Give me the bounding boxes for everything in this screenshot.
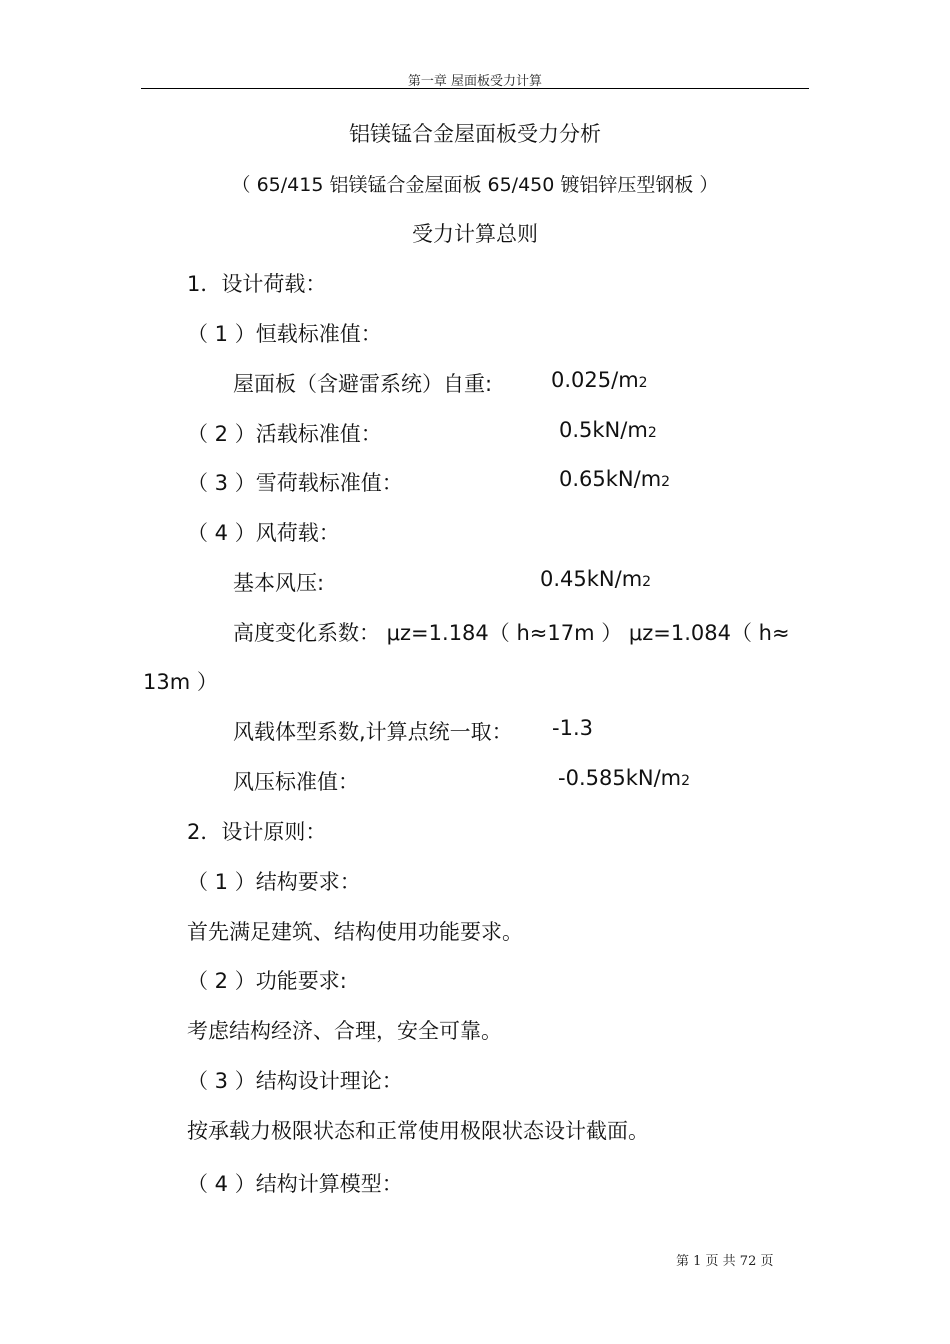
live-load-value: 0.5kN/m2 <box>559 418 657 442</box>
principle-text: 首先满足建筑、结构使用功能要求。 <box>187 920 523 944</box>
dead-load-value: 0.025/m2 <box>551 368 648 392</box>
principle-label: （ 1 ）结构要求： <box>187 870 361 894</box>
design-principles-heading: 2．设计原则： <box>187 820 327 844</box>
principle-text: 按承载力极限状态和正常使用极限状态设计截面。 <box>187 1119 649 1143</box>
running-header: 第一章 屋面板受力计算 <box>407 74 543 89</box>
unit-subscript: 2 <box>661 474 671 490</box>
height-coefficient-line: 高度变化系数： μz=1.184（ h≈17m ） μz=1.084（ h≈ <box>233 621 790 645</box>
dead-load-label: （ 1 ）恒载标准值： <box>187 322 382 346</box>
unit-subscript: 2 <box>647 425 657 441</box>
wind-load-label: （ 4 ）风荷载： <box>187 521 340 545</box>
live-load-label: （ 2 ）活载标准值： <box>187 422 382 446</box>
page-number: 第 1 页 共 72 页 <box>676 1254 774 1269</box>
principle-label: （ 4 ）结构计算模型： <box>187 1172 403 1196</box>
document-title: 铝镁锰合金屋面板受力分析 <box>349 122 601 146</box>
shape-coefficient-value: -1.3 <box>552 716 593 740</box>
height-coefficient-continuation: 13m ） <box>143 670 218 694</box>
shape-coefficient-label: 风载体型系数,计算点统一取： <box>233 720 513 744</box>
dead-load-item: 屋面板（含避雷系统）自重: <box>233 372 493 396</box>
unit-subscript: 2 <box>681 773 691 789</box>
unit-subscript: 2 <box>638 375 648 391</box>
document-subtitle: （ 65/415 铝镁锰合金屋面板 65/450 镀铝锌压型钢板 ） <box>231 174 719 196</box>
basic-wind-pressure-label: 基本风压: <box>233 571 325 595</box>
section-title: 受力计算总则 <box>412 222 538 246</box>
wind-standard-value: -0.585kN/m2 <box>558 766 691 790</box>
unit-subscript: 2 <box>642 574 652 590</box>
wind-standard-label: 风压标准值： <box>233 770 359 794</box>
header-rule <box>141 88 809 89</box>
design-loads-heading: 1．设计荷载： <box>187 272 327 296</box>
snow-load-label: （ 3 ）雪荷载标准值： <box>187 471 403 495</box>
principle-text: 考虑结构经济、合理，安全可靠。 <box>187 1019 502 1043</box>
snow-load-value: 0.65kN/m2 <box>559 467 671 491</box>
principle-label: （ 2 ）功能要求: <box>187 969 347 993</box>
basic-wind-pressure-value: 0.45kN/m2 <box>540 567 652 591</box>
principle-label: （ 3 ）结构设计理论： <box>187 1069 403 1093</box>
